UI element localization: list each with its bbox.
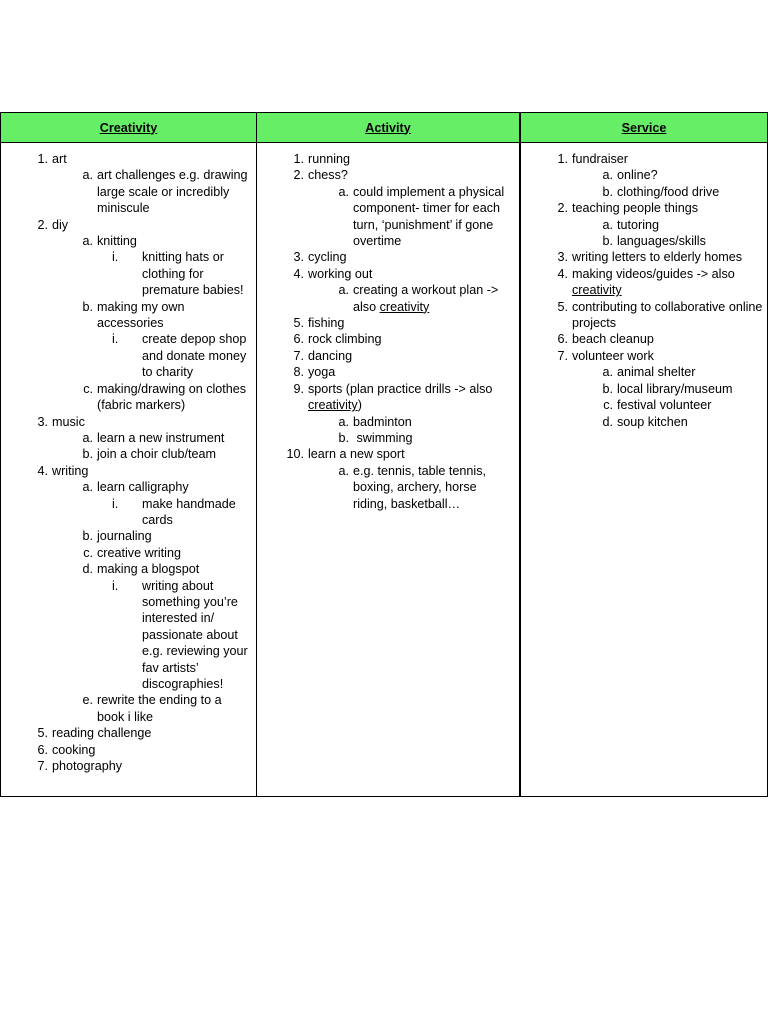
list-item: c. creative writing (83, 545, 181, 560)
creativity-header: Creativity (1, 113, 257, 142)
list-item: 9. sports (plan practice drills -> also creativity) a. badminton b. swimming (308, 381, 511, 447)
list-item: a. could implement a physical component- timer for each turn, ‘punishment’ if gone overtime (338, 184, 505, 249)
list-item: a. learn calligraphy i. make handmade cards (97, 479, 250, 528)
list-item: 6. beach cleanup (557, 332, 654, 347)
list-item: a. animal shelter (602, 365, 696, 380)
list-item: 3. cycling (293, 250, 347, 265)
list-item: i. writing about something you’re interested in/ passionate about e.g. reviewing your fav artists’ discographies! (112, 578, 248, 691)
list-item: b. journaling (82, 529, 152, 544)
creativity-column (1, 143, 257, 796)
list-item: 7. dancing (293, 348, 353, 363)
list-item: a. e.g. tennis, table tennis, boxing, archery, horse riding, basketball… (338, 463, 487, 511)
list-item: 1. fundraiser a. online? b. clothing/food drive (572, 151, 763, 200)
list-item: b. making my own accessories i. create depop shop and donate money to charity (97, 299, 250, 381)
creativity-list (37, 151, 250, 774)
list-item: 3. music a. learn a new instrument b. join a choir club/team (52, 414, 250, 463)
list-item: i. create depop shop and donate money to charity (112, 332, 247, 380)
list-item: 2. chess? a. could implement a physical component- timer for each turn, ‘punishment’ if gone overtime (308, 167, 511, 249)
cas-table (0, 112, 768, 797)
list-item: 4. making videos/guides -> also creativity (557, 266, 735, 298)
list-item: 5. fishing (293, 316, 345, 331)
list-item: 6. cooking (37, 742, 96, 757)
list-item: 7. photography (37, 759, 123, 774)
list-item: d. soup kitchen (602, 414, 688, 429)
list-item: a. tutoring (602, 217, 660, 232)
creativity-link: creativity (308, 398, 358, 413)
service-header: Service (621, 120, 667, 135)
list-item: 4. writing a. learn calligraphy i. make handmade cards b. journaling c. creative writing d. making a blogspot i. writing about something you’re interested in/ passionate about e.g. reviewing your fav artists’ discographies! e. rewrite the ending to a book i like (52, 463, 250, 726)
creativity-link: creativity (379, 299, 430, 314)
list-item: e. rewrite the ending to a book i like (82, 693, 222, 724)
list-item: a. knitting i. knitting hats or clothing for premature babies! (97, 233, 250, 299)
list-item: b. clothing/food drive (602, 184, 720, 199)
list-item: 7. volunteer work a. animal shelter b. local library/museum c. festival volunteer d. soup kitchen (572, 348, 763, 430)
list-item: 5. reading challenge (37, 726, 152, 741)
list-item: a. art challenges e.g. drawing large scale or incredibly miniscule (82, 168, 248, 216)
list-item: 1. running (293, 152, 351, 166)
list-item: b. local library/museum (602, 381, 733, 396)
list-item: 1. art a. art challenges e.g. drawing large scale or incredibly miniscule (52, 151, 250, 217)
list-item: 8. yoga (293, 365, 336, 380)
list-item: b. languages/skills (602, 234, 706, 249)
activity-list (286, 151, 511, 512)
list-item: b. swimming (338, 430, 413, 445)
activity-header: Activity (257, 113, 521, 142)
list-item: a. creating a workout plan -> also creativity (338, 283, 499, 314)
list-item: 2. teaching people things a. tutoring b. languages/skills (572, 200, 763, 249)
list-item: c. festival volunteer (603, 398, 712, 413)
list-item: 2. diy a. knitting i. knitting hats or clothing for premature babies! b. making my own accessories i. create depop shop and donate money to charity c. making/drawing on clothes (fabric markers) (52, 217, 250, 414)
list-item: b. join a choir club/team (82, 447, 217, 462)
list-item: i. make handmade cards (112, 496, 236, 527)
list-item: a. learn a new instrument (82, 430, 225, 445)
body-row (1, 143, 767, 796)
list-item: 3. writing letters to elderly homes (557, 250, 743, 265)
list-item: 4. working out a. creating a workout plan -> also creativity (308, 266, 511, 315)
list-item: 5. contributing to collaborative online projects (557, 299, 763, 331)
list-item: 10. learn a new sport a. e.g. tennis, table tennis, boxing, archery, horse riding, basketball… (308, 446, 511, 512)
service-list (557, 151, 763, 430)
list-item: c. making/drawing on clothes (fabric markers) (83, 381, 247, 413)
creativity-link: creativity (572, 283, 622, 298)
header-row (1, 113, 767, 143)
list-item: a. badminton (338, 414, 412, 429)
list-item: d. making a blogspot i. writing about something you’re interested in/ passionate about e.g. reviewing your fav artists’ discographies! (97, 561, 250, 692)
list-item: a. online? (602, 168, 658, 183)
activity-column (257, 143, 521, 796)
list-item: 6. rock climbing (293, 332, 382, 347)
service-column (521, 143, 767, 796)
list-item: i. knitting hats or clothing for premature babies! (112, 250, 244, 298)
